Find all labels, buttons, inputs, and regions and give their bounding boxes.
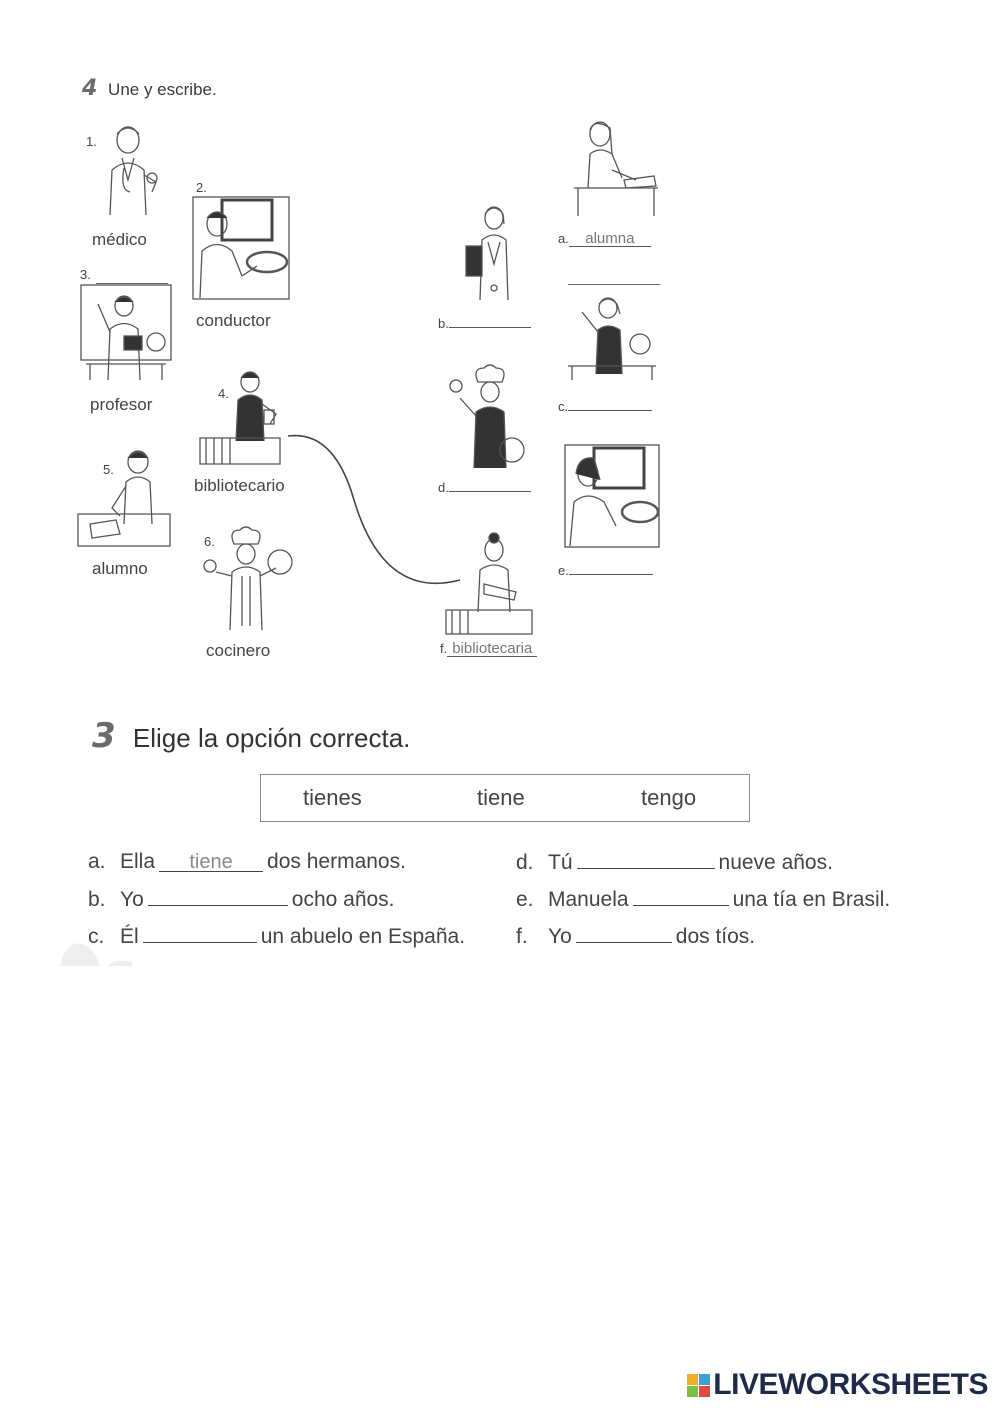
sentence-b-before: Yo	[120, 888, 144, 911]
exercise-3-title	[92, 716, 410, 756]
item-b-letter: b.	[438, 316, 449, 331]
item-1-label: médico	[92, 230, 147, 249]
doctor-illustration	[86, 120, 166, 220]
exercise-3-instruction: Elige la opción correcta.	[132, 723, 411, 753]
female-teacher-illustration	[458, 202, 530, 302]
item-f-answer-field[interactable]: bibliotecaria	[447, 642, 537, 657]
male-student-illustration	[76, 444, 172, 548]
item-c	[558, 396, 652, 414]
female-student-illustration	[564, 118, 660, 218]
item-a-letter: a.	[558, 231, 569, 246]
sentence-e-answer-field[interactable]	[633, 887, 729, 906]
sentence-c	[88, 924, 465, 949]
sentence-f-answer-field[interactable]	[576, 924, 672, 943]
item-6-label: cocinero	[206, 641, 271, 660]
item-b-answer-field[interactable]	[449, 313, 531, 328]
sentence-a-after: dos hermanos.	[267, 850, 406, 873]
exercise-4-number: 4	[82, 76, 98, 101]
liveworksheets-logo-text: LIVEWORKSHEETS	[713, 1368, 988, 1401]
item-e-answer-field[interactable]	[569, 560, 653, 575]
female-teacher-pointing-illustration	[564, 290, 660, 382]
item-a	[558, 231, 651, 247]
sentence-e-before: Manuela	[548, 888, 629, 911]
sentence-a-before: Ella	[120, 850, 156, 873]
item-a-answer-field[interactable]: alumna	[569, 232, 651, 247]
item-d-letter: d.	[438, 480, 449, 495]
sentence-f-after: dos tíos.	[675, 925, 756, 948]
item-f	[440, 641, 537, 657]
item-2-label: conductor	[196, 311, 271, 330]
word-option-tengo: tengo	[641, 785, 697, 810]
sentence-c-before: Él	[120, 925, 139, 948]
word-option-tiene: tiene	[477, 785, 525, 810]
sentence-d	[516, 850, 833, 875]
sentence-f	[516, 924, 755, 949]
librarian-illustration	[198, 366, 282, 466]
liveworksheets-logo	[687, 1368, 988, 1402]
item-b	[438, 313, 531, 331]
sentence-d-answer-field[interactable]	[577, 850, 715, 869]
item-f-letter: f.	[440, 641, 448, 656]
sentence-e-after: una tía en Brasil.	[732, 888, 891, 911]
item-6-number: 6.	[204, 534, 215, 549]
sentence-d-before: Tú	[548, 851, 573, 874]
matching-line	[284, 430, 464, 600]
sentence-a-answer-field[interactable]: tiene	[159, 853, 263, 872]
item-2-number: 2.	[196, 180, 207, 195]
item-c-letter: c.	[558, 399, 569, 414]
sentence-c-letter: c.	[88, 925, 105, 948]
sentence-f-before: Yo	[548, 925, 572, 948]
item-3-label: profesor	[90, 395, 153, 414]
sentence-d-after: nueve años.	[718, 851, 833, 874]
item-e-letter: e.	[558, 563, 569, 578]
item-5-label: alumno	[92, 559, 148, 578]
item-4-label: bibliotecario	[194, 476, 285, 495]
item-e	[558, 560, 653, 578]
sentence-c-answer-field[interactable]	[143, 924, 257, 943]
sentence-b-after: ocho años.	[291, 888, 395, 911]
sentence-d-letter: d.	[516, 851, 534, 874]
female-driver-illustration	[564, 444, 660, 548]
item-4-number: 4.	[218, 386, 229, 401]
sentence-a-letter: a.	[88, 850, 106, 873]
driver-illustration	[192, 196, 290, 300]
item-3-number: 3.	[80, 267, 91, 282]
sentence-b-letter: b.	[88, 888, 106, 911]
sentence-e	[516, 887, 890, 912]
sentence-a	[88, 850, 406, 874]
decorative-blob	[60, 940, 140, 966]
sentence-e-letter: e.	[516, 888, 534, 911]
sentence-c-after: un abuelo en España.	[260, 925, 466, 948]
exercise-3-number: 3	[92, 716, 116, 756]
sentence-b-answer-field[interactable]	[148, 887, 288, 906]
item-5-number: 5.	[103, 462, 114, 477]
sentence-b	[88, 887, 395, 912]
item-c-answer-field[interactable]	[568, 396, 652, 411]
teacher-illustration	[80, 284, 172, 382]
liveworksheets-logo-icon	[687, 1374, 710, 1397]
exercise-4-instruction: Une y escribe.	[108, 80, 217, 99]
exercise-4-title	[82, 76, 217, 101]
item-1-number: 1.	[86, 134, 97, 149]
word-bank	[260, 774, 750, 822]
sentence-f-letter: f.	[516, 925, 528, 948]
word-option-tienes: tienes	[303, 785, 362, 810]
male-cook-illustration	[196, 526, 296, 632]
